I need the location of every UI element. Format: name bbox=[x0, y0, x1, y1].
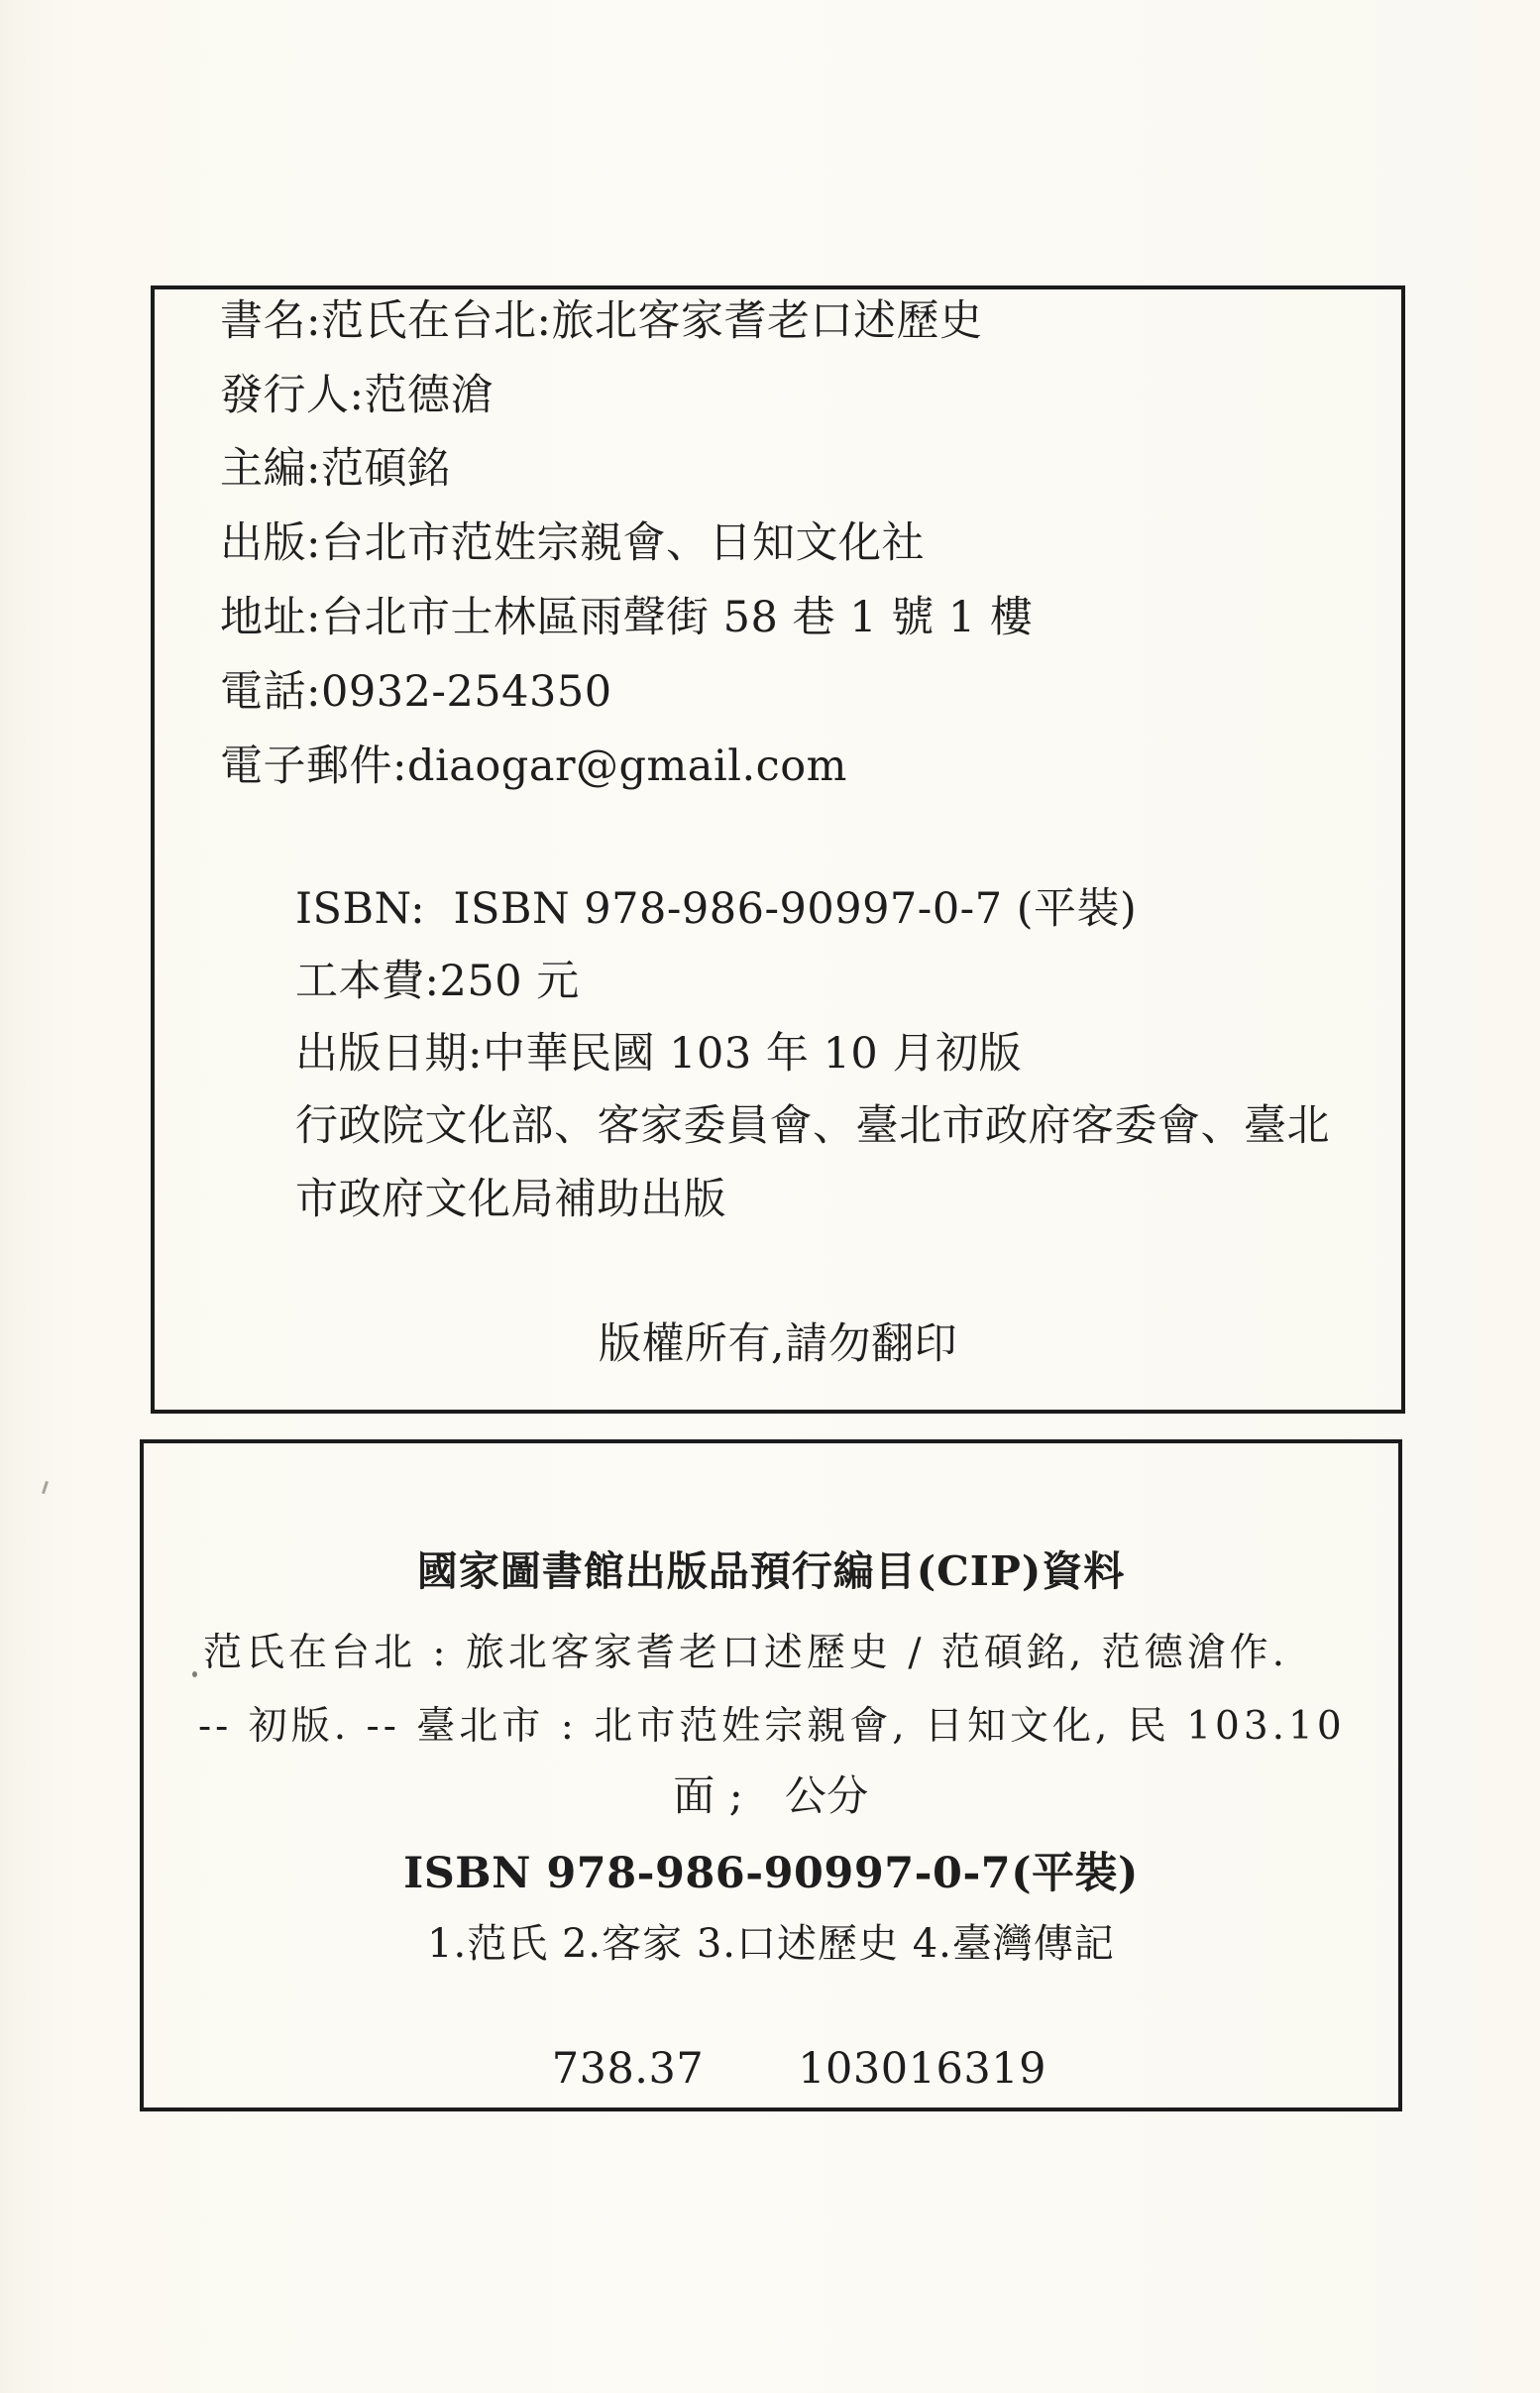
cip-class-number: 738.37 bbox=[551, 2044, 705, 2095]
isbn-line: ISBN: ISBN 978-986-90997-0-7 (平裝) bbox=[295, 884, 1138, 934]
sponsor-line-2: 市政府文化局補助出版 bbox=[295, 1175, 726, 1224]
copyright-notice: 版權所有,請勿翻印 bbox=[598, 1319, 958, 1369]
email-line: 電子郵件:diaogar@gmail.com bbox=[220, 741, 847, 791]
sponsor-line-1: 行政院文化部、客家委員會、臺北市政府客委會、臺北 bbox=[295, 1101, 1330, 1151]
phone-line: 電話:0932-254350 bbox=[220, 667, 612, 717]
publish-date-line: 出版日期:中華民國 103 年 10 月初版 bbox=[295, 1029, 1022, 1079]
cip-box bbox=[140, 1439, 1402, 2111]
chief-editor-line: 主編:范碩銘 bbox=[220, 444, 451, 494]
cip-record-number: 103016319 bbox=[798, 2044, 1046, 2095]
scan-speckle bbox=[192, 1671, 197, 1677]
cip-isbn-line: ISBN 978-986-90997-0-7(平裝) bbox=[403, 1849, 1139, 1898]
book-title-line: 書名:范氏在台北:旅北客家耆老口述歷史 bbox=[220, 296, 983, 346]
scan-speckle bbox=[42, 1481, 49, 1494]
cip-record-line-1: 范氏在台北 : 旅北客家耆老口述歷史 / 范碩銘, 范德滄作. bbox=[203, 1631, 1289, 1675]
cip-subjects-line: 1.范氏 2.客家 3.口述歷史 4.臺灣傳記 bbox=[427, 1921, 1115, 1967]
colophon-box bbox=[151, 285, 1405, 1414]
publisher-person-line: 發行人:范德滄 bbox=[220, 371, 494, 420]
cip-format-line: 面 ; 公分 bbox=[673, 1771, 869, 1820]
cip-numbers-line bbox=[144, 1996, 1398, 2143]
price-line: 工本費:250 元 bbox=[295, 957, 580, 1006]
cip-title: 國家圖書館出版品預行編目(CIP)資料 bbox=[416, 1547, 1126, 1595]
publisher-org-line: 出版:台北市范姓宗親會、日知文化社 bbox=[220, 518, 925, 568]
address-line: 地址:台北市士林區雨聲街 58 巷 1 號 1 樓 bbox=[220, 593, 1034, 642]
cip-record-line-2: -- 初版. -- 臺北市 : 北市范姓宗親會, 日知文化, 民 103.10 bbox=[198, 1704, 1346, 1749]
